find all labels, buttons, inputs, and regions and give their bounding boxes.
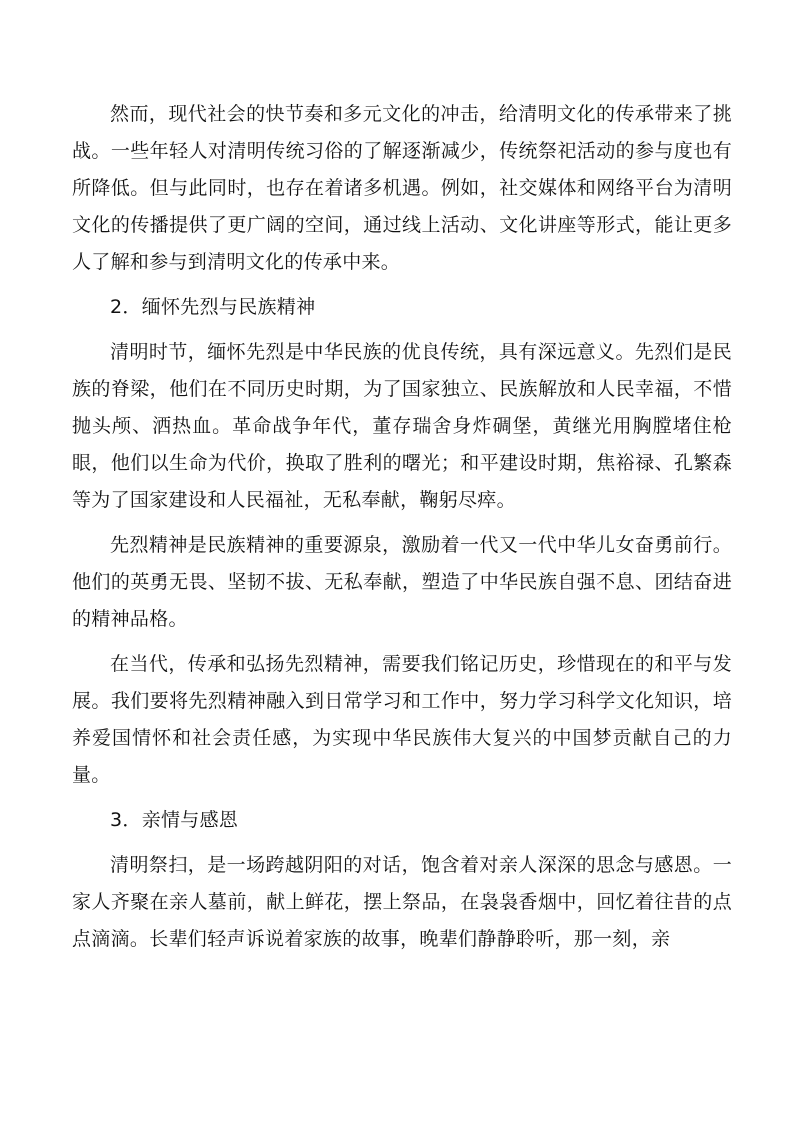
- paragraph-contemporary-inheritance: 在当代，传承和弘扬先烈精神，需要我们铭记历史，珍惜现在的和平与发展。我们要将先烈精神融入到日常学习和工作中，努力学习科学文化知识，培养爱国情怀和社会责任感，为实现中华民族伟大复兴的中国梦贡献自己的力量。: [72, 653, 732, 786]
- paragraph-tomb-sweeping: 清明祭扫，是一场跨越阴阳的对话，饱含着对亲人深深的思念与感恩。一家人齐聚在亲人墓前，献上鲜花，摆上祭品，在袅袅香烟中，回忆着往昔的点点滴滴。长辈们轻声诉说着家族的故事，晚辈们静静聆听，那一刻，亲: [72, 854, 732, 950]
- section-heading-family: 3．亲情与感恩: [110, 809, 239, 831]
- section-heading-martyrs: 2．缅怀先烈与民族精神: [110, 296, 316, 318]
- document-body: [72, 96, 732, 966]
- paragraph-cultural-challenges: 然而，现代社会的快节奏和多元文化的冲击，给清明文化的传承带来了挑战。一些年轻人对清明传统习俗的了解逐渐减少，传统祭祀活动的参与度也有所降低。但与此同时，也存在着诸多机遇。例如，社交媒体和网络平台为清明文化的传播提供了更广阔的空间，通过线上活动、文化讲座等形式，能让更多人了解和参与到清明文化的传承中来。: [72, 103, 732, 273]
- paragraph-martyrs-history: 清明时节，缅怀先烈是中华民族的优良传统，具有深远意义。先烈们是民族的脊梁，他们在不同历史时期，为了国家独立、民族解放和人民幸福，不惜抛头颅、洒热血。革命战争年代，董存瑞舍身炸碉堡，黄继光用胸膛堵住枪眼，他们以生命为代价，换取了胜利的曙光；和平建设时期，焦裕禄、孔繁森等为了国家建设和人民福祉，无私奉献，鞠躬尽瘁。: [72, 341, 732, 511]
- paragraph-martyr-spirit: 先烈精神是民族精神的重要源泉，激励着一代又一代中华儿女奋勇前行。他们的英勇无畏、坚韧不拔、无私奉献，塑造了中华民族自强不息、团结奋进的精神品格。: [72, 534, 732, 630]
